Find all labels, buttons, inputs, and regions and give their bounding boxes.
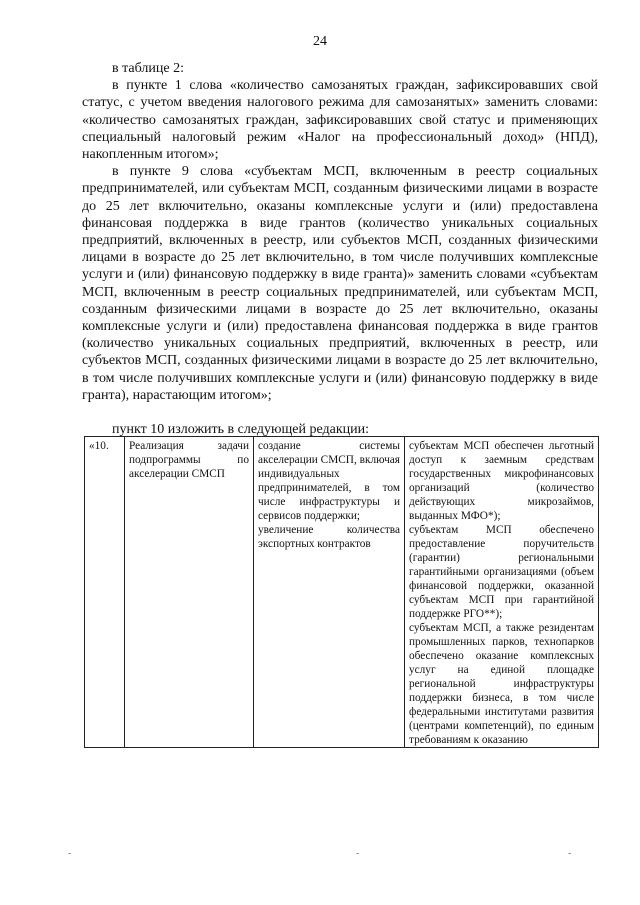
paragraph-item-1: в пункте 1 слова «количество самозанятых граждан, зафиксировавших свой статус, с учетом введения налогового режима для самозанятых» заменить словами: «количество самозанятых граждан, зафиксировавших свой статус и применяющих специальный налоговый режим «Налог на профессиональный доход» (НПД), накопленным итогом»;	[82, 78, 598, 163]
table-cell-results	[254, 437, 405, 748]
scan-dot-left: -	[68, 848, 72, 859]
paragraph-item-10-intro: пункт 10 изложить в следующей редакции:	[112, 422, 369, 437]
table-cell-line: субъектам МСП обеспечено предоставление поручительств (гарантии) региональными гарантийными организациями (объем финансовой поддержки, оказанной субъектам МСП при гарантийной поддержке РГО**);	[409, 524, 594, 620]
table-cell-number: «10.	[85, 437, 125, 748]
amendment-table	[84, 436, 599, 748]
scan-dot-center: -	[356, 848, 360, 859]
scan-dot-right: -	[568, 848, 572, 859]
table-cell-task: Реализация задачи подпрограммы по акселерации СМСП	[125, 437, 254, 748]
paragraph-table-2: в таблице 2:	[112, 61, 184, 76]
table-cell-line: создание системы акселерации СМСП, включая индивидуальных предпринимателей, в том числе инфраструктуры и сервисов поддержки;	[258, 440, 400, 522]
scan-marks	[0, 848, 640, 858]
table-cell-line: увеличение количества экспортных контрактов	[258, 524, 400, 550]
table-row	[85, 437, 599, 748]
body-text	[82, 60, 598, 404]
paragraph-item-9: в пункте 9 слова «субъектам МСП, включенным в реестр социальных предпринимателей, или субъектам МСП, созданным физическими лицами в возрасте до 25 лет включительно, оказаны комплексные услуги и (или) предоставлена финансовая поддержка в виде грантов (количество уникальных социальных предприятий, включенных в реестр, или субъектов МСП, созданных физическими лицами в возрасте до 25 лет включительно, в том числе получивших комплексные услуги и (или) финансовую поддержку в виде гранта)» заменить словами «субъектам МСП, включенным в реестр социальных предпринимателей, или субъектам МСП, созданным физическими лицами в возрасте до 25 лет включительно, оказаны комплексные услуги и (или) предоставлена финансовая поддержка в виде грантов (количество уникальных социальных предприятий, включенных в реестр, или субъектов МСП, созданных физическими лицами в возрасте до 25 лет включительно, в том числе получивших комплексные услуги и (или) финансовую поддержку в виде гранта), нарастающим итогом»;	[82, 164, 598, 403]
table-cell-line: субъектам МСП обеспечен льготный доступ к заемным средствам государственных микрофинансовых организаций (количество действующих микрозаймов, выданных МФО*);	[409, 440, 594, 522]
table-cell-indicators	[405, 437, 599, 748]
page-number: 24	[313, 34, 327, 49]
table-cell-line: субъектам МСП, а также резидентам промышленных парков, технопарков обеспечено оказание комплексных услуг на единой площадке региональной инфраструктуры поддержки бизнеса, в том числе федеральными институтами развития (центрами компетенций), по единым требованиям к оказанию	[409, 622, 594, 746]
